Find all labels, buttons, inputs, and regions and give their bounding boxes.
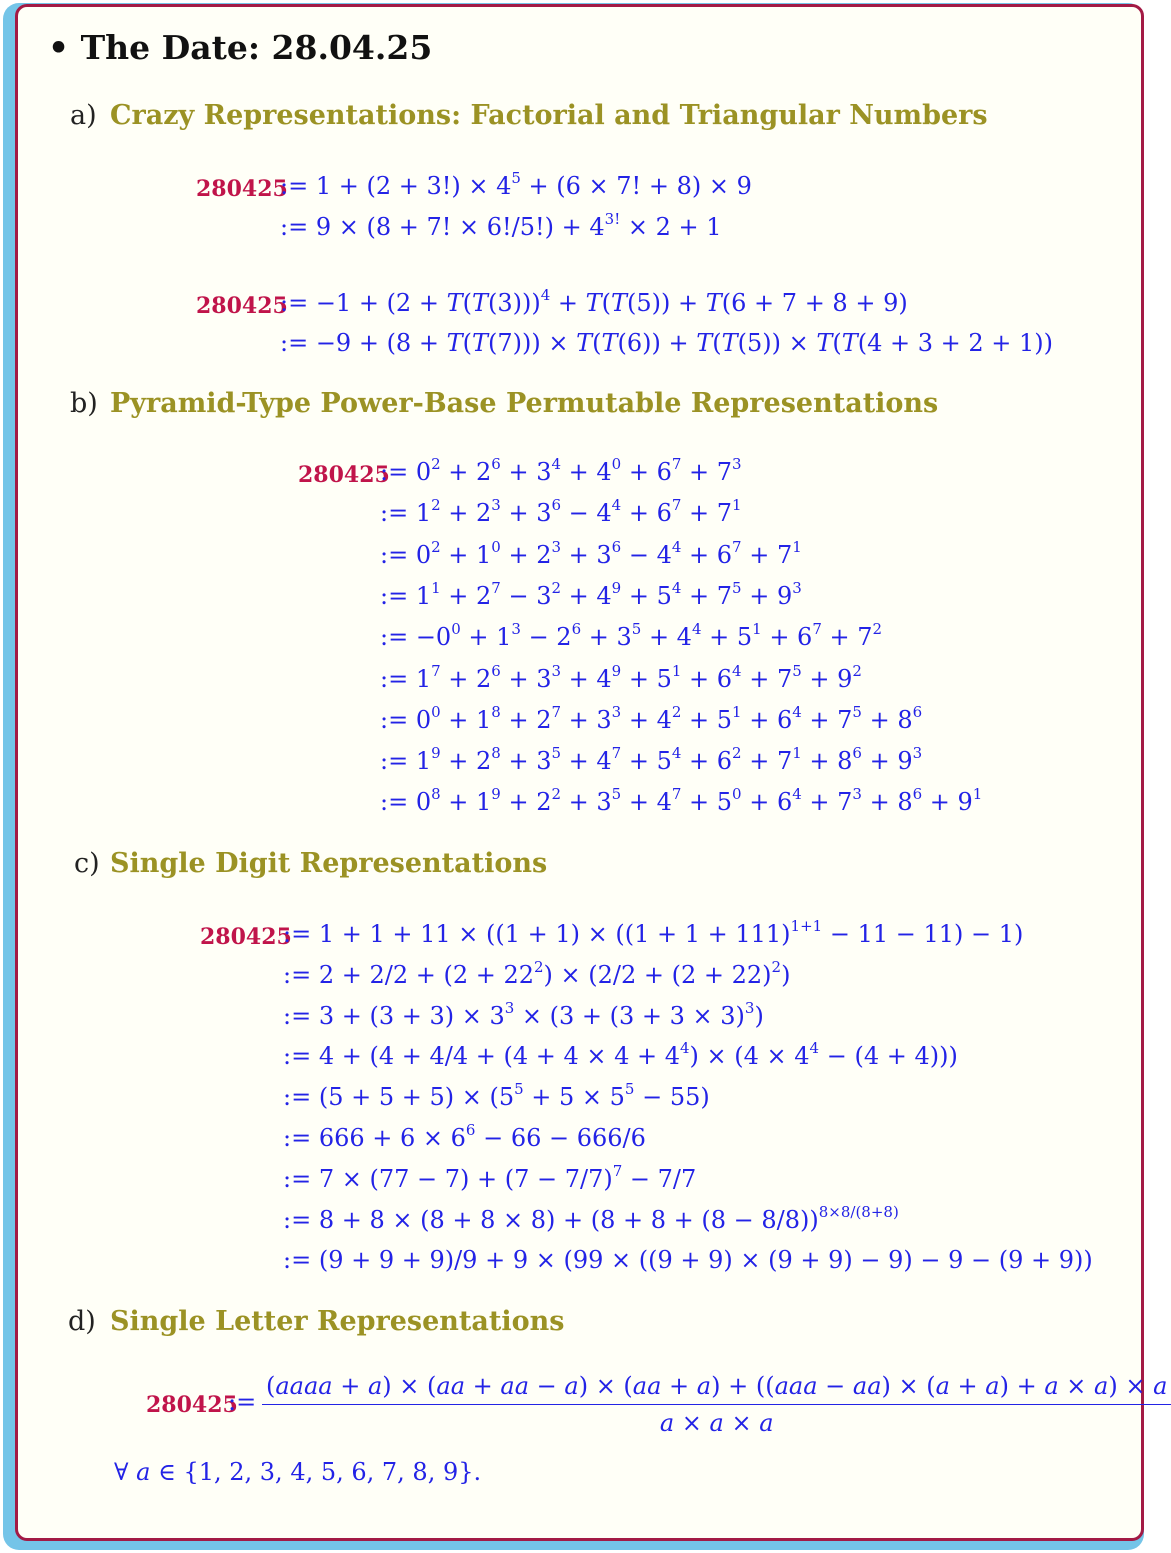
equation-line: := $3 + (3 + 3) \times 3^3 \times (3 + (3 + 3 \times 3)^3)$ xyxy=(283,998,764,1030)
section-c-label: c) xyxy=(74,848,100,879)
page-title xyxy=(48,28,432,67)
equation-line: := −9 + (8 + T(T(7))) × T(T(6)) + T(T(5)) × T(T(4 + 3 + 2 + 1)) xyxy=(280,329,1054,357)
bullet-icon: • xyxy=(48,28,70,67)
equation-line: := $-0^0 + 1^3 - 2^6 + 3^5 + 4^4 + 5^1 + 6^7 + 7^2$ xyxy=(380,620,883,652)
equation-line: := $1^7 + 2^6 + 3^3 + 4^9 + 5^1 + 6^4 + 7^5 + 9^2$ xyxy=(380,661,862,693)
number-label: 280425 xyxy=(146,1392,238,1418)
equation-line: := 9 × (8 + 7! × $6!/5!) + 4^{3!} \times 2 + 1$ xyxy=(280,210,722,241)
equation-line: := $0^2 + 1^0 + 2^3 + 3^6 - 4^4 + 6^7 + 7^1$ xyxy=(380,537,802,569)
equation-line: := (9 + 9 + 9)/9 + 9 × (99 × ((9 + 9) × (9 + 9) − 9) − 9 − (9 + 9)) xyxy=(283,1246,1093,1275)
equation-line: := $4 + (4 + 4/4 + (4 + 4 \times 4 + 4^4) \times (4 \times 4^4 - (4 + 4)))$ xyxy=(283,1039,958,1071)
equation-line: := $7 \times (77 - 7) + (7 - 7/7)^7 - 7/7$ xyxy=(283,1161,697,1193)
fraction xyxy=(262,1372,1171,1437)
equation-line: := $1^2 + 2^3 + 3^6 - 4^4 + 6^7 + 7^1$ xyxy=(380,496,742,528)
equation-line: := $(5 + 5 + 5) \times (5^5 + 5 \times 5^5 - 55)$ xyxy=(283,1080,710,1112)
equation-line: := $0^2 + 2^6 + 3^4 + 4^0 + 6^7 + 7^3$ xyxy=(380,455,742,486)
title-text: The Date: 28.04.25 xyxy=(80,28,433,67)
section-c-title: Single Digit Representations xyxy=(110,848,548,879)
equation-line: := $1^9 + 2^8 + 3^5 + 4^7 + 5^4 + 6^2 + 7^1 + 8^6 + 9^3$ xyxy=(380,744,923,776)
fraction-denominator: a × a × a xyxy=(659,1409,774,1437)
number-label: 280425 xyxy=(196,176,288,202)
equation-line: := $0^0 + 1^8 + 2^7 + 3^3 + 4^2 + 5^1 + 6^4 + 7^5 + 8^6$ xyxy=(380,702,923,734)
equation-line: := $2 + 2/2 + (2 + 22^2) \times (2/2 + (2 + 22)^2)$ xyxy=(283,957,791,989)
section-d-label: d) xyxy=(68,1306,96,1337)
section-d-title: Single Letter Representations xyxy=(110,1306,565,1337)
fraction-numerator: (aaaa + a) × (aa + aa − a) × (aa + a) + ((aaa − aa) × (a + a) + a × a) × a xyxy=(262,1372,1171,1405)
equation-line: := $0^8 + 1^9 + 2^2 + 3^5 + 4^7 + 5^0 + 6^4 + 7^3 + 8^6 + 9^1$ xyxy=(380,785,983,817)
section-a-title: Crazy Representations: Factorial and Triangular Numbers xyxy=(110,100,988,131)
equation-line: := $1 + 1 + 11 \times ((1 + 1) \times ((1 + 1 + 111)^{1+1} - 11 - 11) - 1)$ xyxy=(283,917,1024,948)
equation-line: := $-1 + (2 + T(T(3)))^4 + T(T(5)) + T(6 + 7 + 8 + 9)$ xyxy=(280,286,908,317)
section-b-title: Pyramid-Type Power-Base Permutable Representations xyxy=(110,388,939,419)
number-label: 280425 xyxy=(298,462,390,488)
equation-line: := $666 + 6 \times 6^6 - 66 - 666/6$ xyxy=(283,1121,646,1152)
equation-line: := $1 + (2 + 3!) \times 4^5 + (6 \times 7$! + 8) × 9 xyxy=(280,169,752,200)
number-label: 280425 xyxy=(196,293,288,319)
equation-line: := $8 + 8 \times (8 + 8 \times 8) + (8 + 8 + (8 - 8/8))^{8\times 8/(8+8)}$ xyxy=(283,1202,899,1234)
number-label: 280425 xyxy=(200,924,292,950)
equation-line: := $1^1 + 2^7 - 3^2 + 4^9 + 5^4 + 7^5 + 9^3$ xyxy=(380,578,802,610)
condition-line: ∀ a ∈ {1, 2, 3, 4, 5, 6, 7, 8, 9}. xyxy=(114,1458,482,1486)
section-a-label: a) xyxy=(70,100,97,131)
assign-symbol: := xyxy=(228,1388,257,1416)
section-b-label: b) xyxy=(70,388,98,419)
